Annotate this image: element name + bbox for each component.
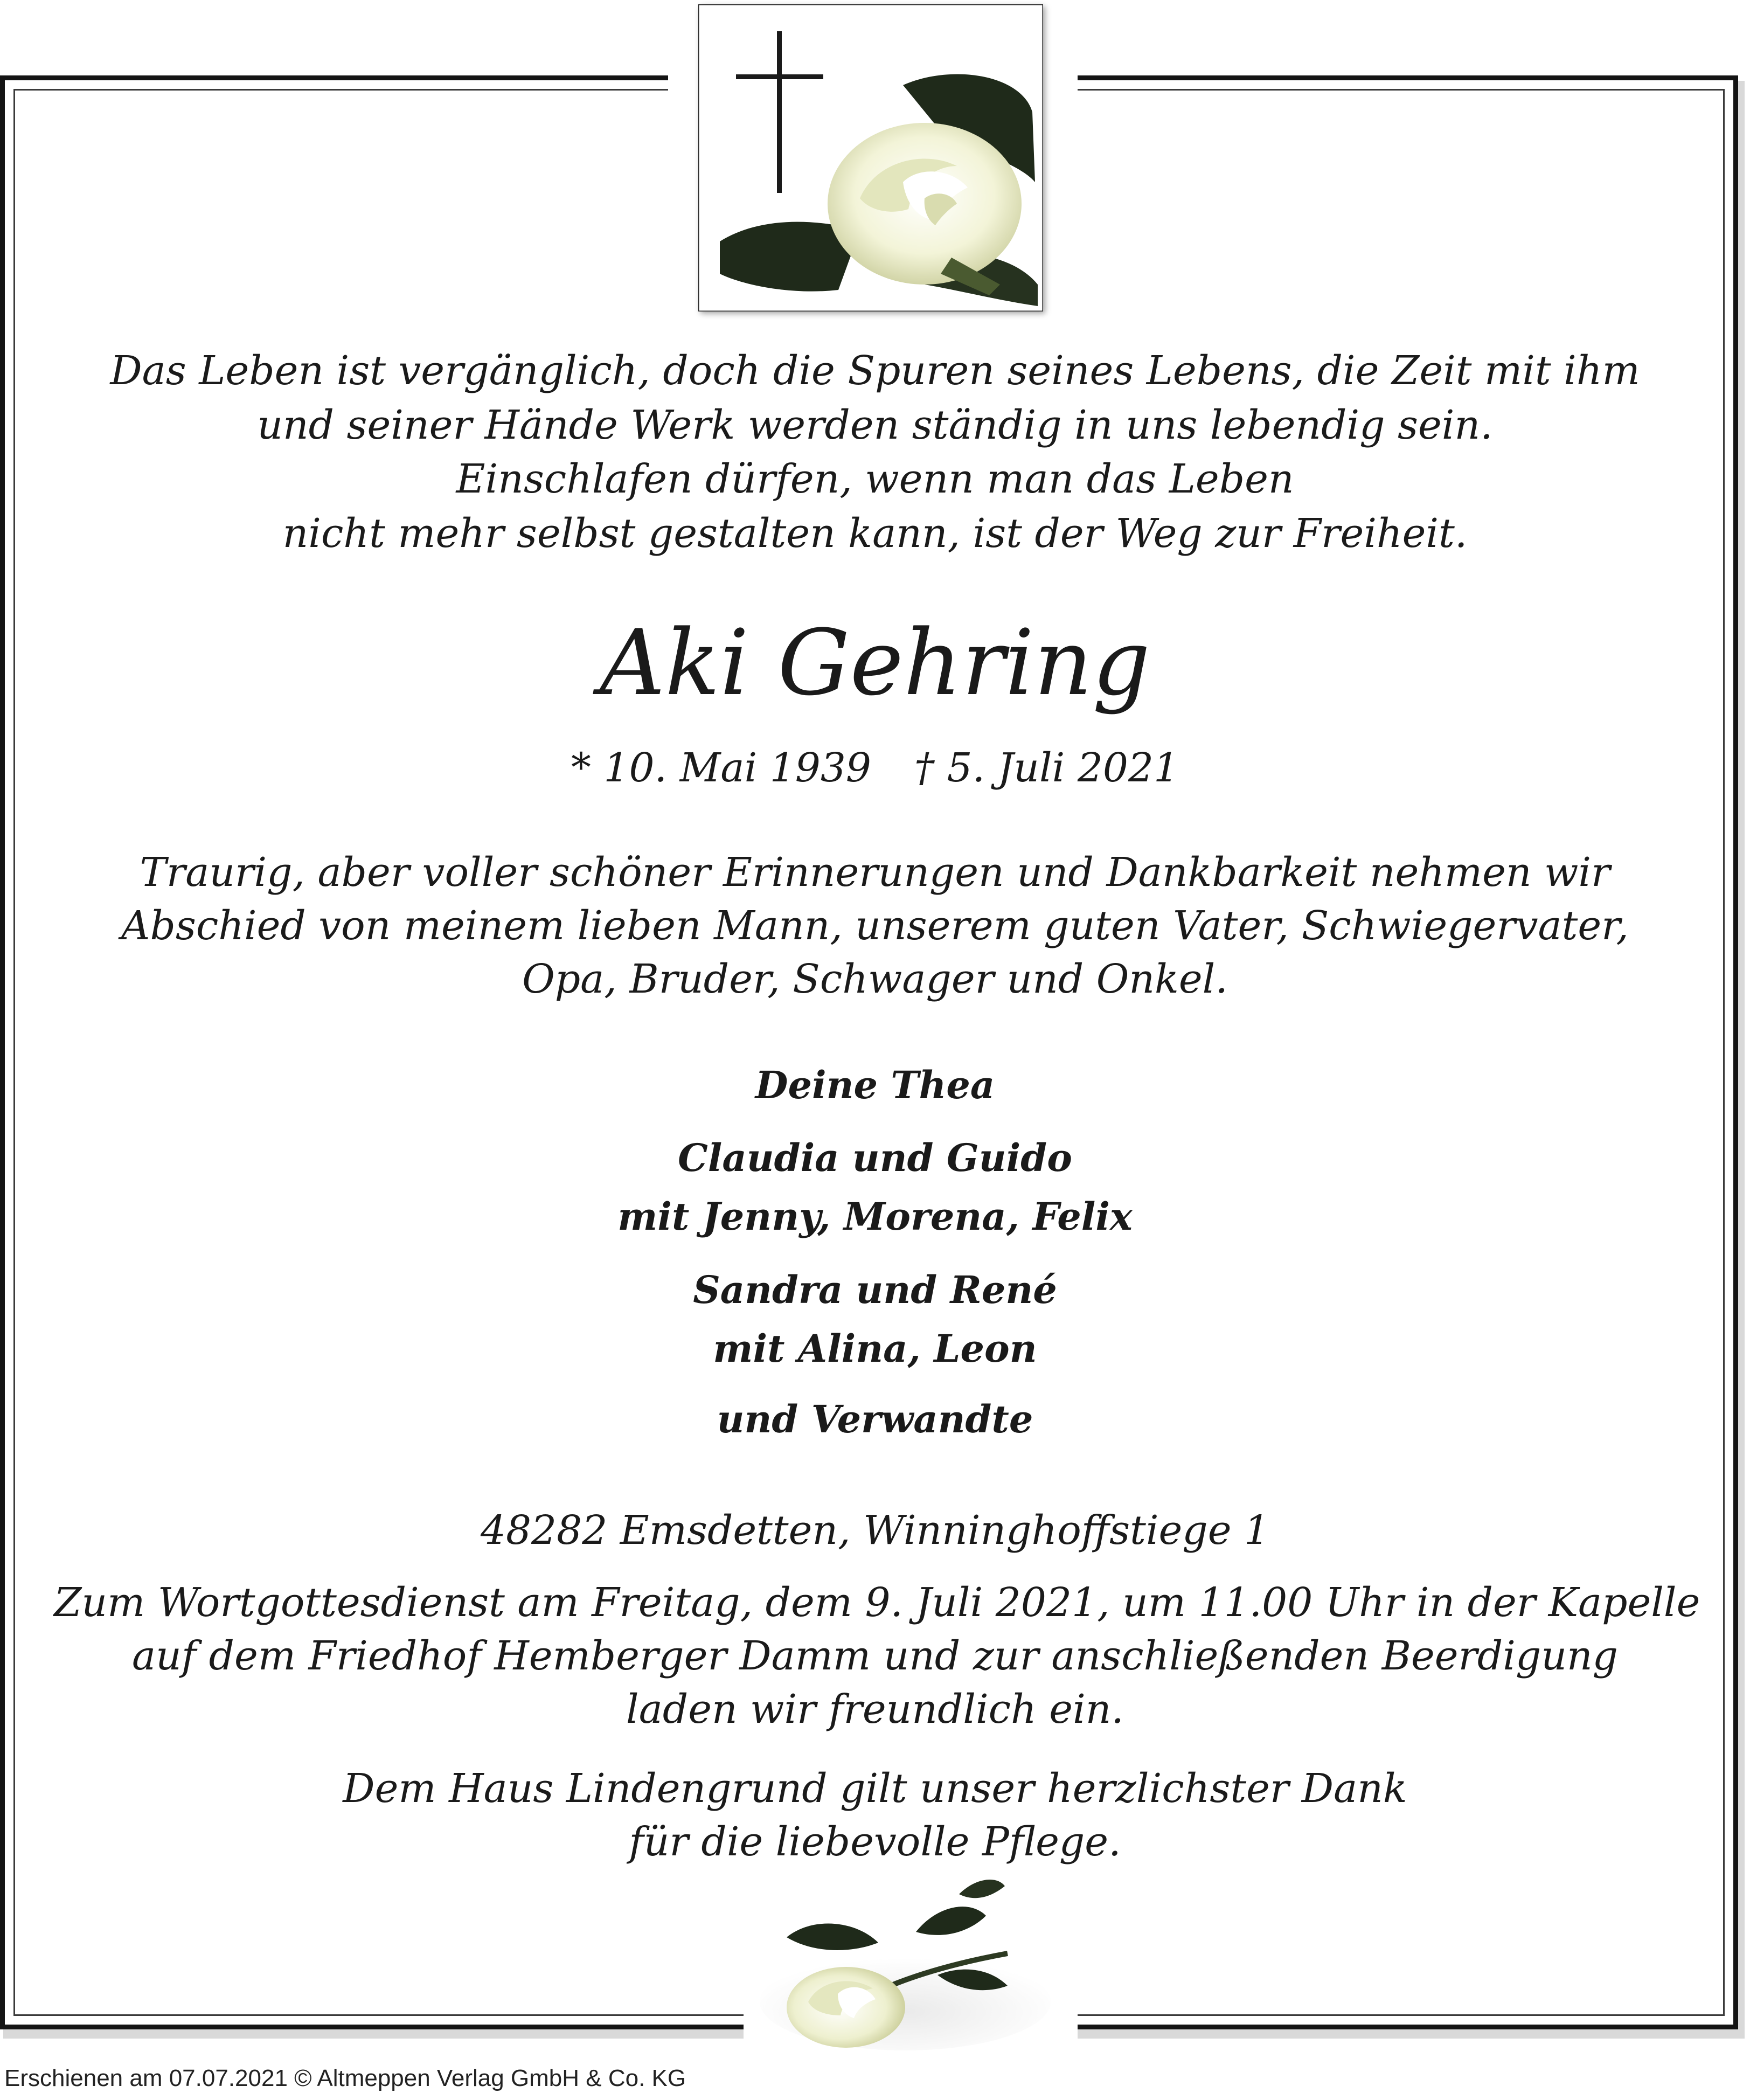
mourner-line: Claudia und Guido (678, 1135, 1072, 1180)
address (54, 1503, 1696, 1558)
message-line: Opa, Bruder, Schwager und Onkel. (522, 956, 1228, 1003)
verse-line: Das Leben ist vergänglich, doch die Spuren seines Lebens, die Zeit mit ihm (110, 348, 1640, 394)
life-dates (54, 741, 1696, 795)
mourner-line: und Verwandte (717, 1397, 1033, 1441)
message-line: Abschied von meinem lieben Mann, unserem guten Vater, Schwiegervater, (121, 903, 1629, 949)
publication-footer: Erschienen am 07.07.2021 © Altmeppen Verlag GmbH & Co. KG (4, 2065, 686, 2091)
cross-rose-icon (698, 4, 1043, 311)
birth-date: * 10. Mai 1939 (571, 745, 871, 791)
address-line: 48282 Emsdetten, Winninghoffstiege 1 (480, 1507, 1270, 1554)
farewell-message (54, 846, 1696, 1006)
message-line: Traurig, aber voller schöner Erinnerungen und Dankbarkeit nehmen wir (140, 849, 1610, 896)
verse-line: und seiner Hände Werk werden ständig in uns lebendig sein. (257, 401, 1493, 448)
service-line: Zum Wortgottesdienst am Freitag, dem 9. Juli 2021, um 11.00 Uhr in der Kapelle (54, 1579, 1700, 1626)
mourner-line: mit Alina, Leon (713, 1326, 1037, 1371)
mourner-group (54, 1261, 1696, 1378)
thanks-line: für die liebevolle Pflege. (629, 1819, 1121, 1866)
verse-line: Einschlafen dürfen, wenn man das Leben (456, 456, 1294, 503)
thanks-line: Dem Haus Lindengrund gilt unser herzlichster Dank (343, 1765, 1407, 1812)
mourner-group (54, 1056, 1696, 1115)
mourner-group (54, 1390, 1696, 1449)
mourner-line: Deine Thea (755, 1063, 995, 1107)
death-date: † 5. Juli 2021 (914, 745, 1179, 791)
deceased-name: Aki Gehring (600, 610, 1150, 716)
service-line: auf dem Friedhof Hemberger Damm und zur anschließenden Beerdigung (131, 1633, 1619, 1680)
mourner-group (54, 1129, 1696, 1246)
verse-line: nicht mehr selbst gestalten kann, ist der Weg zur Freiheit. (282, 510, 1468, 557)
service-info (54, 1576, 1700, 1736)
rose-icon (754, 1873, 1056, 2056)
verse (54, 344, 1696, 561)
mourner-line: Sandra und René (693, 1267, 1057, 1312)
mourner-line: mit Jenny, Morena, Felix (617, 1194, 1133, 1239)
service-line: laden wir freundlich ein. (626, 1686, 1124, 1733)
thanks-note (54, 1762, 1696, 1869)
